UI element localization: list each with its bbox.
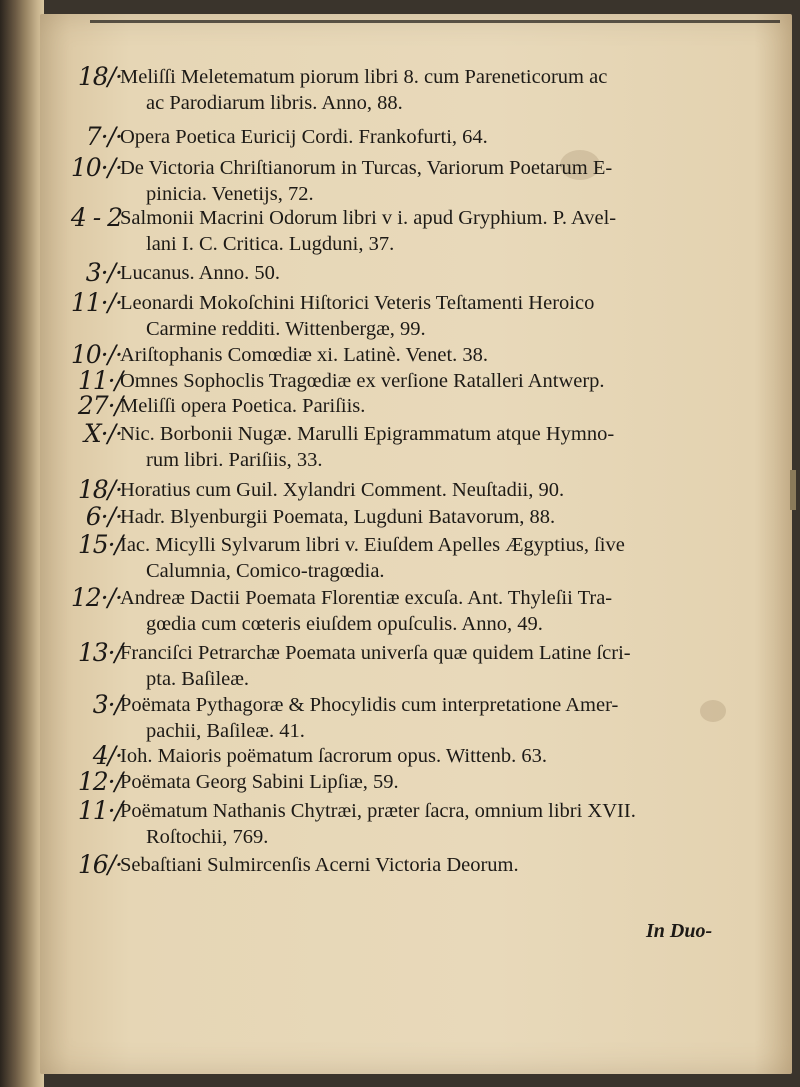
book-spine — [0, 0, 44, 1087]
price-mark: 11·/· — [70, 288, 122, 317]
price-mark: 10·/· — [70, 340, 122, 369]
entry-line: Ariſtophanis Comœdiæ xi. Latinè. Venet. 38. — [120, 344, 489, 366]
top-rule — [90, 20, 780, 23]
entry-line: Poëmatum Nathanis Chytræi, præter ſacra, omnium libri XVII. — [120, 800, 636, 822]
entry-line: Leonardi Mokoſchini Hiſtorici Veteris Teſtamenti Heroico — [120, 292, 595, 314]
price-mark: 10·/· — [70, 153, 122, 182]
entry-line: Lucanus. Anno. 50. — [120, 262, 280, 284]
entry-line: Meliſſi Meletematum piorum libri 8. cum Pareneticorum ac — [120, 66, 608, 88]
price-mark: X·/· — [83, 419, 122, 448]
entry-line: Meliſſi opera Poetica. Pariſiis. — [120, 395, 366, 417]
price-mark: 12·/ — [77, 767, 122, 796]
page-edge-tab — [790, 470, 796, 510]
price-mark: 6·/· — [85, 502, 122, 531]
entry-line: pachii, Baſileæ. 41. — [146, 720, 305, 742]
entry-line: Roſtochii, 769. — [146, 826, 269, 848]
price-mark: 11·/ — [77, 366, 122, 395]
price-mark: 4/· — [92, 741, 122, 770]
price-mark: 13·/ — [77, 638, 122, 667]
entry-line: rum libri. Pariſiis, 33. — [146, 449, 323, 471]
price-mark: 12·/· — [70, 583, 122, 612]
entry-line: Nic. Borbonii Nugæ. Marulli Epigrammatum atque Hymno- — [120, 423, 615, 445]
entry-line: Horatius cum Guil. Xylandri Comment. Neuſtadii, 90. — [120, 479, 565, 501]
entry-line: lani I. C. Critica. Lugduni, 37. — [146, 233, 395, 255]
price-mark: 16/· — [77, 850, 122, 879]
entry-line: Hadr. Blyenburgii Poemata, Lugduni Batavorum, 88. — [120, 506, 556, 528]
price-mark: 11·/ — [77, 796, 122, 825]
price-mark: 7·/· — [85, 122, 122, 151]
price-mark: 3·/ — [92, 690, 122, 719]
entry-line: Poëmata Georg Sabini Lipſiæ, 59. — [120, 771, 399, 793]
entry-line: Ioh. Maioris poëmatum ſacrorum opus. Wittenb. 63. — [120, 745, 547, 767]
entry-line: Poëmata Pythagoræ & Phocylidis cum interpretatione Amer- — [120, 694, 619, 716]
price-mark: 18/· — [77, 475, 122, 504]
entry-line: Calumnia, Comico-tragœdia. — [146, 560, 385, 582]
price-mark: 4 - 2 — [70, 203, 122, 232]
entry-line: Carmine redditi. Wittenbergæ, 99. — [146, 318, 426, 340]
entry-line: De Victoria Chriſtianorum in Turcas, Variorum Poetarum E- — [120, 157, 613, 179]
entry-line: Salmonii Macrini Odorum libri v i. apud Gryphium. P. Avel- — [120, 207, 617, 229]
entry-line: Andreæ Dactii Poemata Florentiæ excuſa. Ant. Thyleſii Tra- — [120, 587, 613, 609]
entry-line: Sebaſtiani Sulmircenſis Acerni Victoria Deorum. — [120, 854, 519, 876]
entry-line: Franciſci Petrarchæ Poemata univerſa quæ quidem Latine ſcri- — [120, 642, 631, 664]
price-mark: 27·/ — [77, 391, 122, 420]
entry-line: Opera Poetica Euricij Cordi. Frankofurti, 64. — [120, 126, 488, 148]
entry-line: pta. Baſileæ. — [146, 668, 250, 690]
price-mark: 18/· — [77, 62, 122, 91]
price-mark: 15·/ — [77, 530, 122, 559]
entry-line: Omnes Sophoclis Tragœdiæ ex verſione Ratalleri Antwerp. — [120, 370, 605, 392]
entry-line: gœdia cum cœteris eiuſdem opuſculis. Anno, 49. — [146, 613, 543, 635]
price-mark: 3·/· — [85, 258, 122, 287]
entry-line: Iac. Micylli Sylvarum libri v. Eiuſdem Apelles Ægyptius, ſive — [120, 534, 625, 556]
catchword: In Duo- — [646, 920, 713, 942]
entry-line: pinicia. Venetijs, 72. — [146, 183, 314, 205]
entry-line: ac Parodiarum libris. Anno, 88. — [146, 92, 403, 114]
